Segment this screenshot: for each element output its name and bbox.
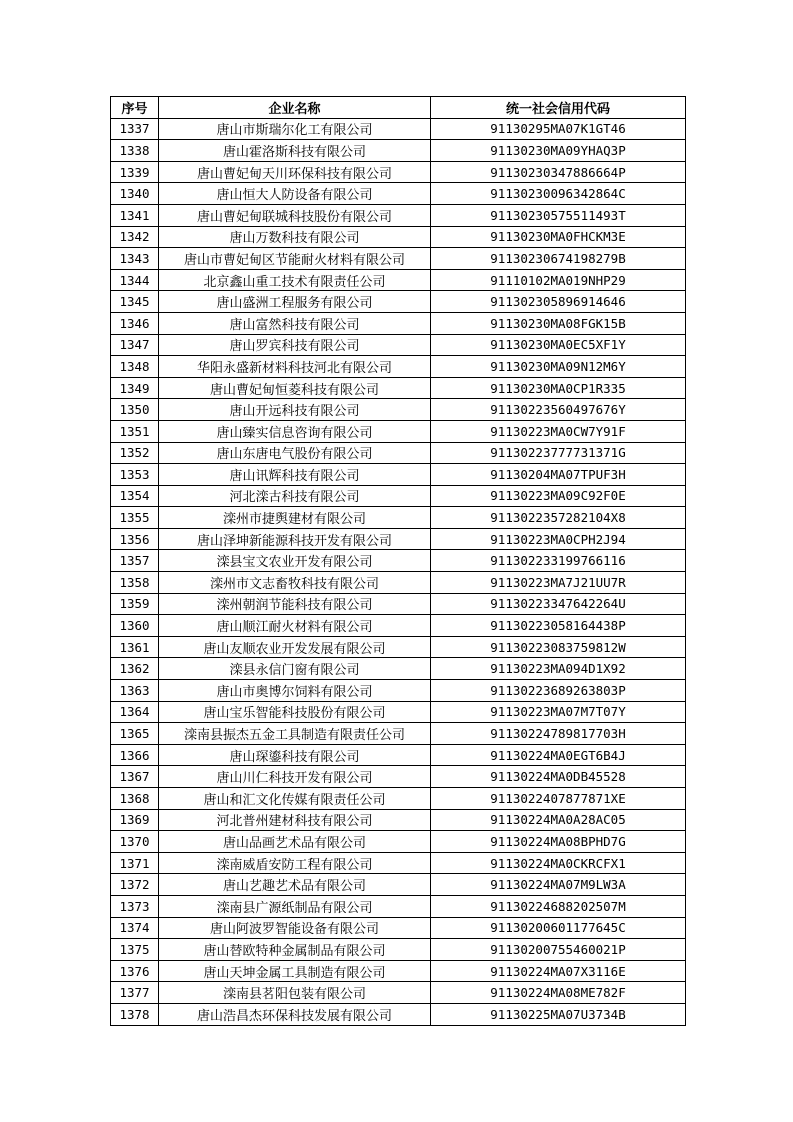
seq-cell: 1341 xyxy=(111,204,159,226)
code-cell: 91130223058164438P xyxy=(431,615,686,637)
seq-cell: 1366 xyxy=(111,744,159,766)
seq-cell: 1356 xyxy=(111,528,159,550)
code-cell: 91130204MA07TPUF3H xyxy=(431,464,686,486)
name-cell: 唐山川仁科技开发有限公司 xyxy=(159,766,431,788)
table-row xyxy=(111,420,686,442)
name-cell: 唐山天坤金属工具制造有限公司 xyxy=(159,960,431,982)
code-cell: 91130223MA7J21UU7R xyxy=(431,572,686,594)
code-cell: 91130230MA09YHAQ3P xyxy=(431,140,686,162)
table-row xyxy=(111,939,686,961)
header-seq: 序号 xyxy=(111,97,159,119)
seq-cell: 1349 xyxy=(111,377,159,399)
seq-cell: 1368 xyxy=(111,788,159,810)
name-cell: 滦州市捷舆建材有限公司 xyxy=(159,507,431,529)
name-cell: 唐山曹妃甸天川环保科技有限公司 xyxy=(159,161,431,183)
table-row xyxy=(111,788,686,810)
name-cell: 唐山阿波罗智能设备有限公司 xyxy=(159,917,431,939)
code-cell: 91130230MA0CP1R335 xyxy=(431,377,686,399)
table-row xyxy=(111,982,686,1004)
table-row xyxy=(111,312,686,334)
name-cell: 唐山艺趣艺术品有限公司 xyxy=(159,874,431,896)
seq-cell: 1352 xyxy=(111,442,159,464)
seq-cell: 1370 xyxy=(111,831,159,853)
name-cell: 唐山霍洛斯科技有限公司 xyxy=(159,140,431,162)
company-credit-code-table xyxy=(110,96,686,1026)
code-cell: 91130224688202507M xyxy=(431,895,686,917)
seq-cell: 1348 xyxy=(111,356,159,378)
table-row xyxy=(111,226,686,248)
name-cell: 唐山市曹妃甸区节能耐火材料有限公司 xyxy=(159,248,431,270)
name-cell: 河北普州建材科技有限公司 xyxy=(159,809,431,831)
name-cell: 唐山讯辉科技有限公司 xyxy=(159,464,431,486)
name-cell: 唐山友顺农业开发发展有限公司 xyxy=(159,636,431,658)
seq-cell: 1346 xyxy=(111,312,159,334)
code-cell: 91130230674198279B xyxy=(431,248,686,270)
name-cell: 唐山琛鎏科技有限公司 xyxy=(159,744,431,766)
name-cell: 唐山万数科技有限公司 xyxy=(159,226,431,248)
table-row xyxy=(111,269,686,291)
name-cell: 唐山替欧特种金属制品有限公司 xyxy=(159,939,431,961)
header-credit-code: 统一社会信用代码 xyxy=(431,97,686,119)
name-cell: 华阳永盛新材料科技河北有限公司 xyxy=(159,356,431,378)
seq-cell: 1372 xyxy=(111,874,159,896)
table-row xyxy=(111,572,686,594)
table-row xyxy=(111,356,686,378)
seq-cell: 1354 xyxy=(111,485,159,507)
name-cell: 河北滦古科技有限公司 xyxy=(159,485,431,507)
table-row xyxy=(111,140,686,162)
code-cell: 91130200601177645C xyxy=(431,917,686,939)
table-row xyxy=(111,917,686,939)
name-cell: 滦县永信门窗有限公司 xyxy=(159,658,431,680)
seq-cell: 1363 xyxy=(111,680,159,702)
name-cell: 唐山盛洲工程服务有限公司 xyxy=(159,291,431,313)
seq-cell: 1337 xyxy=(111,118,159,140)
code-cell: 91130223MA0CPH2J94 xyxy=(431,528,686,550)
table-row xyxy=(111,744,686,766)
table-row xyxy=(111,831,686,853)
code-cell: 91130223347642264U xyxy=(431,593,686,615)
seq-cell: 1375 xyxy=(111,939,159,961)
document-page xyxy=(110,96,686,1026)
code-cell: 91130230MA0EC5XF1Y xyxy=(431,334,686,356)
table-row xyxy=(111,680,686,702)
table-row xyxy=(111,377,686,399)
table-row xyxy=(111,118,686,140)
code-cell: 9113022357282104X8 xyxy=(431,507,686,529)
table-row xyxy=(111,852,686,874)
code-cell: 91130223689263803P xyxy=(431,680,686,702)
seq-cell: 1338 xyxy=(111,140,159,162)
code-cell: 9113022407877871XE xyxy=(431,788,686,810)
seq-cell: 1371 xyxy=(111,852,159,874)
seq-cell: 1353 xyxy=(111,464,159,486)
table-row xyxy=(111,334,686,356)
name-cell: 滦南县广源纸制品有限公司 xyxy=(159,895,431,917)
code-cell: 91130224MA08BPHD7G xyxy=(431,831,686,853)
seq-cell: 1347 xyxy=(111,334,159,356)
table-header-row xyxy=(111,97,686,119)
code-cell: 91130230MA0FHCKM3E xyxy=(431,226,686,248)
name-cell: 唐山和汇文化传媒有限责任公司 xyxy=(159,788,431,810)
name-cell: 唐山富然科技有限公司 xyxy=(159,312,431,334)
code-cell: 91130224MA08ME782F xyxy=(431,982,686,1004)
code-cell: 91130295MA07K1GT46 xyxy=(431,118,686,140)
name-cell: 滦南县振杰五金工具制造有限责任公司 xyxy=(159,723,431,745)
code-cell: 91130223MA094D1X92 xyxy=(431,658,686,680)
seq-cell: 1364 xyxy=(111,701,159,723)
code-cell: 91130224MA0DB45528 xyxy=(431,766,686,788)
name-cell: 唐山开远科技有限公司 xyxy=(159,399,431,421)
code-cell: 91130223560497676Y xyxy=(431,399,686,421)
table-row xyxy=(111,550,686,572)
code-cell: 91130230347886664P xyxy=(431,161,686,183)
name-cell: 唐山曹妃甸联城科技股份有限公司 xyxy=(159,204,431,226)
seq-cell: 1350 xyxy=(111,399,159,421)
seq-cell: 1376 xyxy=(111,960,159,982)
seq-cell: 1345 xyxy=(111,291,159,313)
name-cell: 滦州市文志畜牧科技有限公司 xyxy=(159,572,431,594)
code-cell: 91130224MA0CKRCFX1 xyxy=(431,852,686,874)
table-row xyxy=(111,248,686,270)
table-body xyxy=(111,118,686,1025)
code-cell: 91130224MA07M9LW3A xyxy=(431,874,686,896)
table-row xyxy=(111,399,686,421)
code-cell: 91130230MA09N12M6Y xyxy=(431,356,686,378)
code-cell: 911302305896914646 xyxy=(431,291,686,313)
seq-cell: 1358 xyxy=(111,572,159,594)
seq-cell: 1365 xyxy=(111,723,159,745)
name-cell: 滦州朝润节能科技有限公司 xyxy=(159,593,431,615)
table-row xyxy=(111,636,686,658)
name-cell: 唐山东唐电气股份有限公司 xyxy=(159,442,431,464)
code-cell: 91130224MA0A28AC05 xyxy=(431,809,686,831)
code-cell: 91110102MA019NHP29 xyxy=(431,269,686,291)
table-row xyxy=(111,528,686,550)
table-row xyxy=(111,874,686,896)
seq-cell: 1355 xyxy=(111,507,159,529)
name-cell: 滦南县茗阳包装有限公司 xyxy=(159,982,431,1004)
code-cell: 91130223777731371G xyxy=(431,442,686,464)
code-cell: 91130224789817703H xyxy=(431,723,686,745)
code-cell: 91130230096342864C xyxy=(431,183,686,205)
name-cell: 唐山恒大人防设备有限公司 xyxy=(159,183,431,205)
seq-cell: 1343 xyxy=(111,248,159,270)
seq-cell: 1340 xyxy=(111,183,159,205)
seq-cell: 1357 xyxy=(111,550,159,572)
seq-cell: 1339 xyxy=(111,161,159,183)
name-cell: 唐山泽坤新能源科技开发有限公司 xyxy=(159,528,431,550)
name-cell: 唐山顺江耐火材料有限公司 xyxy=(159,615,431,637)
table-row xyxy=(111,766,686,788)
table-row xyxy=(111,291,686,313)
seq-cell: 1373 xyxy=(111,895,159,917)
seq-cell: 1361 xyxy=(111,636,159,658)
name-cell: 唐山品画艺术品有限公司 xyxy=(159,831,431,853)
seq-cell: 1374 xyxy=(111,917,159,939)
table-row xyxy=(111,615,686,637)
code-cell: 91130200755460021P xyxy=(431,939,686,961)
table-row xyxy=(111,1003,686,1025)
seq-cell: 1377 xyxy=(111,982,159,1004)
table-row xyxy=(111,442,686,464)
table-row xyxy=(111,723,686,745)
header-company-name: 企业名称 xyxy=(159,97,431,119)
code-cell: 91130223MA07M7T07Y xyxy=(431,701,686,723)
code-cell: 91130223MA09C92F0E xyxy=(431,485,686,507)
code-cell: 91130223MA0CW7Y91F xyxy=(431,420,686,442)
name-cell: 唐山市斯瑞尔化工有限公司 xyxy=(159,118,431,140)
name-cell: 唐山市奥博尔饲料有限公司 xyxy=(159,680,431,702)
table-row xyxy=(111,658,686,680)
table-row xyxy=(111,507,686,529)
code-cell: 91130224MA0EGT6B4J xyxy=(431,744,686,766)
name-cell: 唐山臻实信息咨询有限公司 xyxy=(159,420,431,442)
table-row xyxy=(111,960,686,982)
code-cell: 91130230575511493T xyxy=(431,204,686,226)
seq-cell: 1369 xyxy=(111,809,159,831)
code-cell: 91130223083759812W xyxy=(431,636,686,658)
name-cell: 唐山曹妃甸恒菱科技有限公司 xyxy=(159,377,431,399)
table-row xyxy=(111,204,686,226)
table-row xyxy=(111,464,686,486)
table-row xyxy=(111,183,686,205)
seq-cell: 1378 xyxy=(111,1003,159,1025)
table-row xyxy=(111,161,686,183)
table-row xyxy=(111,809,686,831)
table-row xyxy=(111,895,686,917)
seq-cell: 1342 xyxy=(111,226,159,248)
seq-cell: 1344 xyxy=(111,269,159,291)
name-cell: 唐山浩昌杰环保科技发展有限公司 xyxy=(159,1003,431,1025)
code-cell: 91130230MA08FGK15B xyxy=(431,312,686,334)
seq-cell: 1360 xyxy=(111,615,159,637)
seq-cell: 1367 xyxy=(111,766,159,788)
code-cell: 91130224MA07X3116E xyxy=(431,960,686,982)
seq-cell: 1351 xyxy=(111,420,159,442)
name-cell: 滦县宝文农业开发有限公司 xyxy=(159,550,431,572)
table-row xyxy=(111,485,686,507)
seq-cell: 1359 xyxy=(111,593,159,615)
table-row xyxy=(111,593,686,615)
name-cell: 滦南威盾安防工程有限公司 xyxy=(159,852,431,874)
name-cell: 北京鑫山重工技术有限责任公司 xyxy=(159,269,431,291)
code-cell: 91130225MA07U3734B xyxy=(431,1003,686,1025)
name-cell: 唐山罗宾科技有限公司 xyxy=(159,334,431,356)
name-cell: 唐山宝乐智能科技股份有限公司 xyxy=(159,701,431,723)
table-row xyxy=(111,701,686,723)
code-cell: 911302233199766116 xyxy=(431,550,686,572)
seq-cell: 1362 xyxy=(111,658,159,680)
